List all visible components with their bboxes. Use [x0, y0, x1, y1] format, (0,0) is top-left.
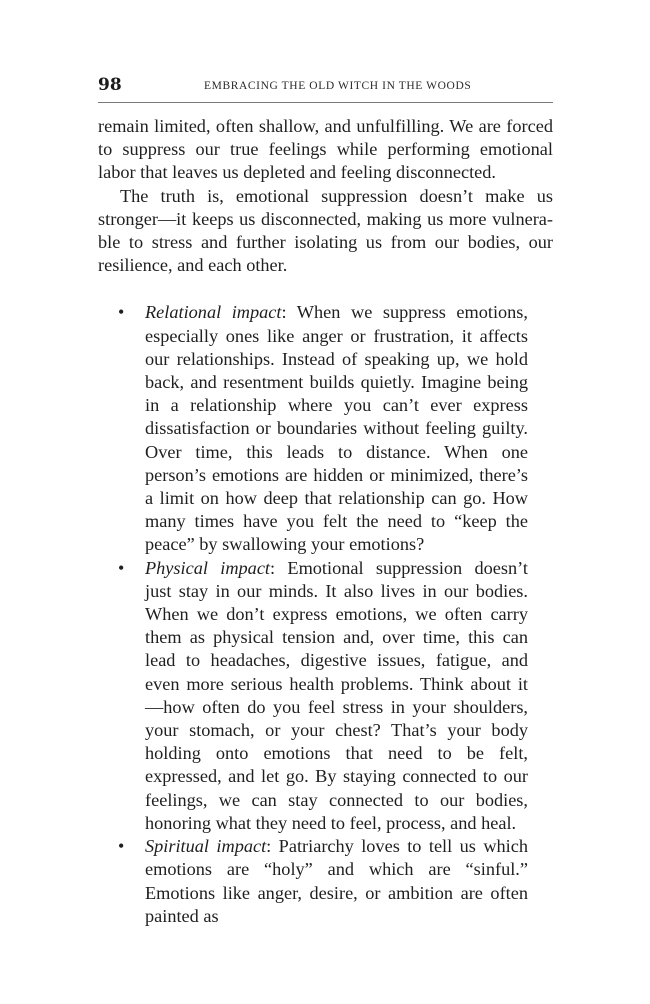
bullet-item-spiritual-impact	[98, 835, 553, 928]
bullet-term: Spiritual impact	[145, 836, 267, 857]
bullet-list	[98, 301, 553, 927]
running-header	[98, 74, 553, 103]
bullet-text: : When we suppress emotions, especially ones like anger or frustration, it affects our relationships. Instead of speaking up, we hold back, and resentment builds quietly. Imagine being in a relationship where you can’t ever express dissatisfaction or boundaries without feeling guilty. Over time, this leads to distance. When one person’s emotions are hidden or minimized, there’s a limit on how deep that relationship can go. How many times have you felt the need to “keep the peace” by swallowing your emotions?	[145, 302, 528, 555]
paragraph: remain limited, often shallow, and unfulfilling. We are forced to suppress our true feelings while performing emotional labor that leaves us depleted and feeling disconnected.	[98, 116, 553, 183]
bullet-icon: •	[118, 557, 125, 578]
bullet-term: Physical impact	[145, 557, 271, 578]
page-number: 98	[98, 75, 122, 95]
running-title: EMBRACING THE OLD WITCH IN THE WOODS	[204, 80, 472, 92]
bullet-item-physical-impact	[98, 557, 553, 835]
body-text	[98, 115, 553, 928]
paragraph: The truth is, emotional suppression doesn’t make us stronger—it keeps us disconnected, making us more vulnerable to stress and further isolating us from our bodies, our resilience, and each other.	[98, 185, 553, 276]
bullet-term: Relational impact	[145, 302, 282, 323]
bullet-icon: •	[118, 302, 125, 323]
bullet-text: : Emotional suppression doesn’t just stay in our minds. It also lives in our bodies. When we don’t express emotions, we often carry them as physical tension and, over time, this can lead to headaches, digestive issues, fatigue, and even more serious health problems. Think about it—how often do you feel stress in your shoulders, your stomach, or your chest? That’s your body holding onto emotions that need to be felt, expressed, and let go. By staying connected to our feelings, we can stay connected to our bodies, honoring what they need to feel, process, and heal.	[145, 557, 528, 833]
bullet-item-relational-impact	[98, 301, 553, 556]
bullet-text: : Patriarchy loves to tell us which emotions are “holy” and which are “sinful.” Emotions like anger, desire, or ambition are often painted as	[145, 836, 528, 926]
bullet-icon: •	[118, 836, 125, 857]
